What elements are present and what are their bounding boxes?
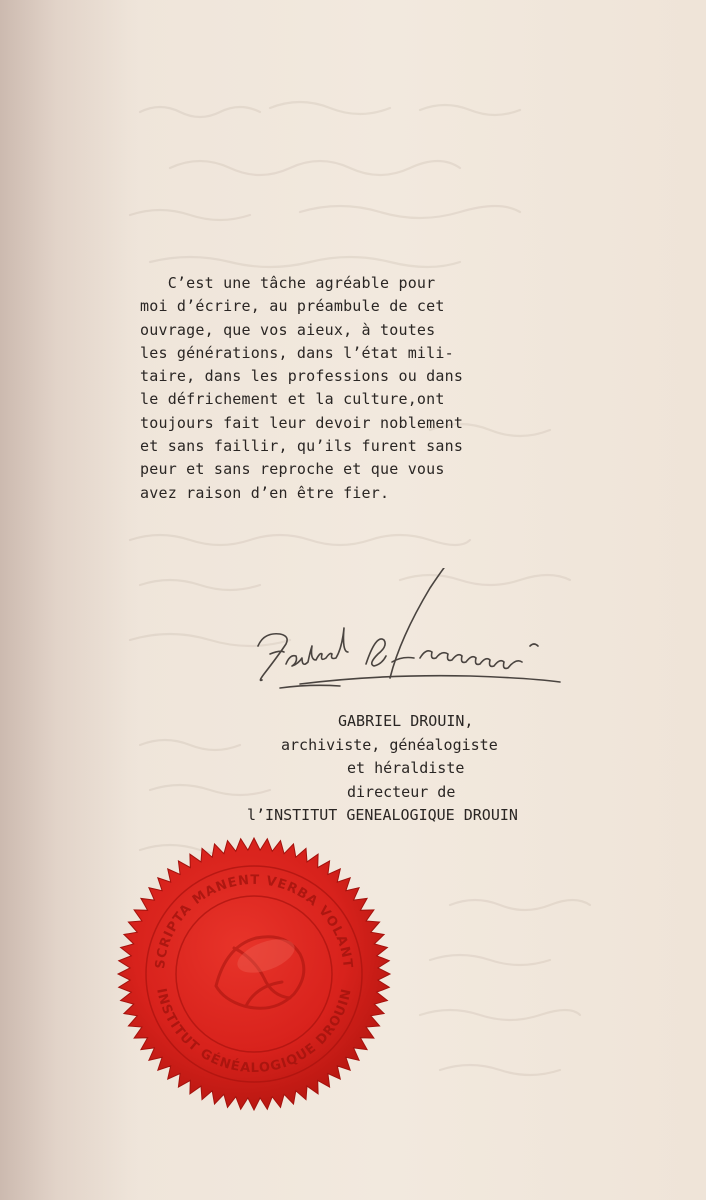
paragraph-line: taire, dans les professions ou dans [140, 367, 464, 386]
signatory-role: directeur de [347, 782, 456, 801]
signatory-role: archiviste, généalogiste [281, 735, 498, 754]
paragraph-line: ouvrage, que vos aieux, à toutes [140, 320, 436, 339]
red-wax-seal [116, 836, 392, 1112]
seal-top-text: SCRIPTA MANENT VERBA VOLANT [153, 872, 355, 970]
paragraph-line: moi d’écrire, au préambule de cet [140, 297, 445, 316]
preamble-paragraph [140, 272, 560, 505]
paragraph-line: toujours fait leur devoir noblement [140, 413, 464, 432]
paragraph-line: les générations, dans l’état mili- [140, 343, 454, 362]
paragraph-line: et sans faillir, qu’ils furent sans [140, 437, 464, 456]
seal-bottom-text: INSTITUT GÉNÉALOGIQUE DROUIN [153, 986, 355, 1077]
paragraph-line: C’est une tâche agréable pour [140, 274, 436, 292]
institute-name: l’INSTITUT GENEALOGIQUE DROUIN [247, 806, 518, 824]
signatory-role: et héraldiste [347, 759, 465, 777]
signatory-name: GABRIEL DROUIN, [338, 712, 474, 730]
paragraph-line: peur et sans reproche et que vous [140, 460, 445, 479]
handwritten-signature [240, 568, 570, 708]
paragraph-line: le défrichement et la culture,ont [140, 390, 445, 409]
paragraph-line: avez raison d’en être fier. [140, 483, 390, 502]
